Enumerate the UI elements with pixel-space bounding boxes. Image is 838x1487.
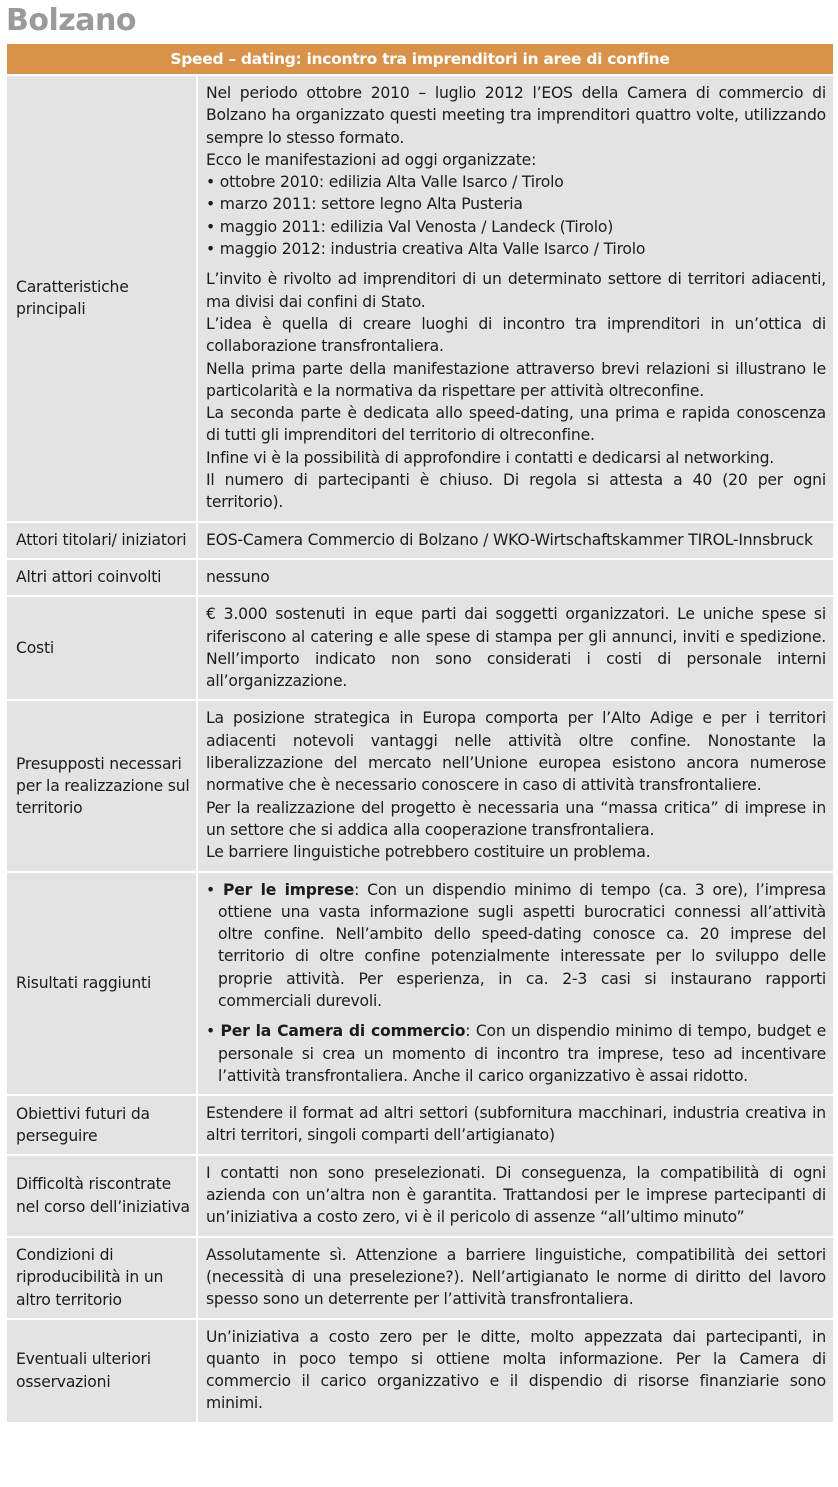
table-row [7,1095,833,1155]
paragraph: Nella prima parte della manifestazione attraverso brevi relazioni si illustrano le particolarità e la normativa da rispettare per attività oltreconfine. [206,359,826,400]
row-label: Caratteristiche principali [7,75,197,522]
event-item: • maggio 2012: industria creativa Alta Valle Isarco / Tirolo [206,238,826,260]
row-label: Costi [7,596,197,700]
event-item: • maggio 2011: edilizia Val Venosta / Landeck (Tirolo) [206,216,826,238]
table-row [7,1155,833,1237]
info-table [7,44,833,1424]
row-value: Assolutamente sì. Attenzione a barriere linguistiche, compatibilità dei settori (necessità di una preselezione?). Nell’artigianato le norme di diritto del lavoro spesso sono un deterrente per l’attività transfrontaliera. [197,1237,833,1319]
event-item: • marzo 2011: settore legno Alta Pusteria [206,193,826,215]
result-title: Per le imprese [223,880,355,899]
table-row [7,75,833,522]
table-row [7,1237,833,1319]
result-title: Per la Camera di commercio [220,1022,466,1041]
row-label: Attori titolari/ iniziatori [7,522,197,559]
result-text: : Con un dispendio minimo di tempo (ca. 3 ore), l’impresa ottiene una vasta informazione sugli aspetti burocratici connessi all’attività oltre confine. Nell’ambito dello speed-dating conosce ca. 20 imprese del territorio di oltre confine potenzialmente interessate per lo sviluppo delle proprie attività. Per esperienza, in ca. 2-3 casi si instaurano rapporti commerciali durevoli. [218,880,826,1010]
row-label: Condizioni di riproducibilità in un altro territorio [7,1237,197,1319]
table-row [7,872,833,1096]
row-label: Obiettivi futuri da perseguire [7,1095,197,1155]
row-label: Risultati raggiunti [7,872,197,1096]
table-row [7,522,833,559]
table-header-row [7,44,833,75]
paragraph: La seconda parte è dedicata allo speed-dating, una prima e rapida conoscenza di tutti gli imprenditori del territorio di oltreconfine. [206,404,826,445]
paragraph: Per la realizzazione del progetto è necessaria una “massa critica” di imprese in un settore che si addica alla cooperazione transfrontaliera. [206,798,826,839]
row-value: Estendere il format ad altri settori (subfornitura macchinari, industria creativa in altri territori, singoli comparti dell’artigianato) [197,1095,833,1155]
table-row [7,596,833,700]
result-item: • Per la Camera di commercio: Con un dispendio minimo di tempo, budget e personale si crea un momento di incontro tra imprese, teso ad incentivare l’attività transfrontaliera. Anche il carico organizzativo è assai ridotto. [206,1022,826,1085]
paragraph: Le barriere linguistiche potrebbero costituire un problema. [206,843,651,862]
paragraph: Il numero di partecipanti è chiuso. Di regola si attesta a 40 (20 per ogni territorio). [206,471,826,512]
row-value: nessuno [197,559,833,596]
table-row [7,1319,833,1423]
result-item: • Per le imprese: Con un dispendio minimo di tempo (ca. 3 ore), l’impresa ottiene una vasta informazione sugli aspetti burocratici connessi all’attività oltre confine. Nell’ambito dello speed-dating conosce ca. 20 imprese del territorio di oltre confine potenzialmente interessate per lo sviluppo delle proprie attività. Per esperienza, in ca. 2-3 casi si instaurano rapporti commerciali durevoli. [206,880,826,1010]
page-title: Bolzano [6,3,136,38]
paragraph: Infine vi è la possibilità di approfondire i contatti e dedicarsi al networking. [206,448,775,467]
row-value: EOS-Camera Commercio di Bolzano / WKO-Wirtschaftskammer TIROL-Innsbruck [197,522,833,559]
row-value [197,700,833,871]
row-label: Presupposti necessari per la realizzazione sul territorio [7,700,197,871]
row-value [197,872,833,1096]
paragraph: L’idea è quella di creare luoghi di incontro tra imprenditori in un’ottica di collaborazione transfrontaliera. [206,314,826,356]
result-text: : Con un dispendio minimo di tempo, budget e personale si crea un momento di incontro tra imprese, teso ad incentivare l’attività transfrontaliera. Anche il carico organizzativo è assai ridotto. [218,1022,826,1085]
event-list [206,171,826,260]
row-label: Eventuali ulteriori osservazioni [7,1319,197,1423]
row-label: Altri attori coinvolti [7,559,197,596]
paragraph: Ecco le manifestazioni ad oggi organizzate: [206,150,537,169]
row-value: Un’iniziativa a costo zero per le ditte, molto appezzata dai partecipanti, in quanto in poco tempo si ottiene molta informazione. Per la Camera di commercio il carico organizzativo e il dispendio di risorse finanziarie sono minimi. [197,1319,833,1423]
event-item: • ottobre 2010: edilizia Alta Valle Isarco / Tirolo [206,171,826,193]
table-row [7,700,833,871]
table-row [7,559,833,596]
row-value [197,75,833,522]
paragraph: Nel periodo ottobre 2010 – luglio 2012 l’EOS della Camera di commercio di Bolzano ha organizzato questi meeting tra imprenditori quattro volte, utilizzando sempre lo stesso formato. [206,84,826,147]
paragraph: L’invito è rivolto ad imprenditori di un determinato settore di territori adiacenti, ma divisi dai confini di Stato. [206,270,826,311]
row-value: I contatti non sono preselezionati. Di conseguenza, la compatibilità di ogni azienda con un’altra non è garantita. Trattandosi per le imprese partecipanti di un’iniziativa a costo zero, vi è il pericolo di assenze “all’ultimo minuto” [197,1155,833,1237]
row-label: Difficoltà riscontrate nel corso dell’iniziativa [7,1155,197,1237]
paragraph: La posizione strategica in Europa comporta per l’Alto Adige e per i territori adiacenti notevoli vantaggi nelle attività oltre confine. Nonostante la liberalizzazione del mercato nell’Unione europea esistono ancora numerose normative che è necessario conoscere in caso di attività transfrontaliere. [206,709,826,795]
table-header: Speed – dating: incontro tra imprenditori in aree di confine [7,44,833,75]
row-value: € 3.000 sostenuti in eque parti dai soggetti organizzatori. Le uniche spese si riferiscono al catering e alle spese di stampa per gli annunci, inviti e spedizione. Nell’importo indicato non sono considerati i costi di personale interni all’organizzazione. [197,596,833,700]
